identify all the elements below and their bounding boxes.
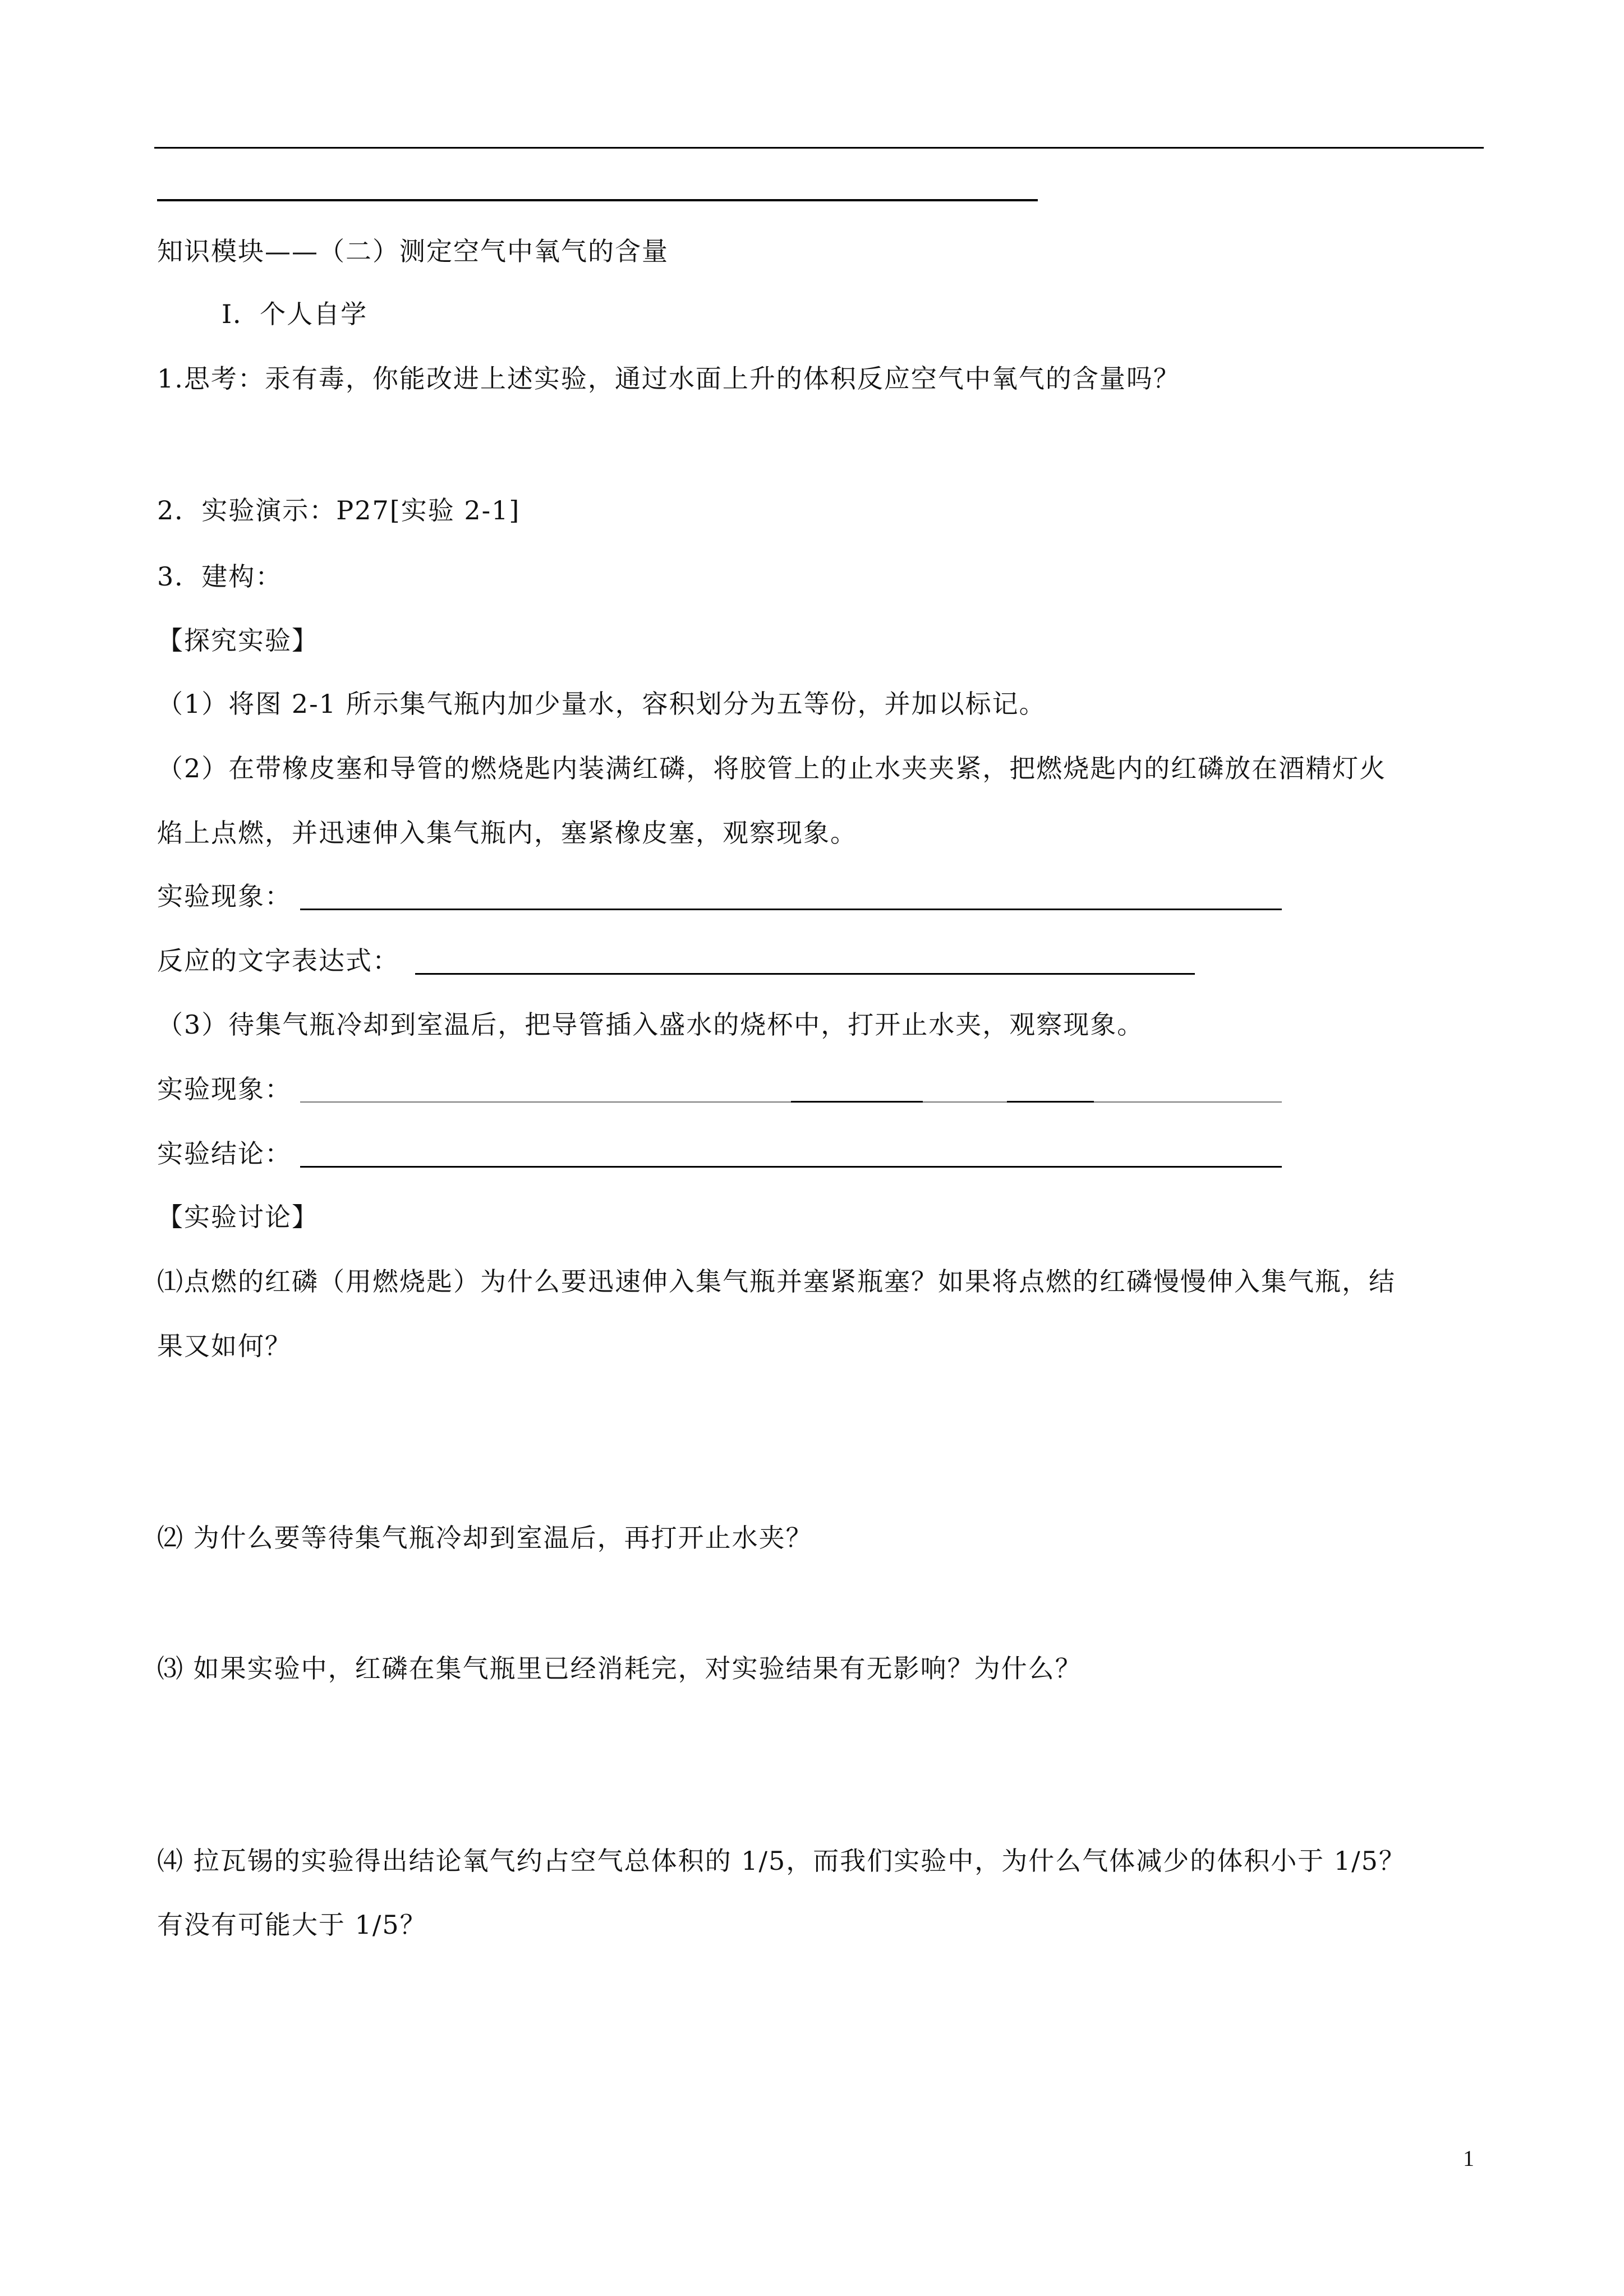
step-2-line-1: （2）在带橡皮塞和导管的燃烧匙内装满红磷，将胶管上的止水夹夹紧，把燃烧匙内的红磷放在酒精灯火 <box>157 753 1387 783</box>
page-number: 1 <box>1463 2146 1474 2171</box>
equation-blank[interactable] <box>415 973 1195 975</box>
question-3: 3．建构： <box>157 561 283 592</box>
phenomenon-1-blank[interactable] <box>300 909 1282 910</box>
discussion-1-line-1: ⑴点燃的红磷（用燃烧匙）为什么要迅速伸入集气瓶并塞紧瓶塞？如果将点燃的红磷慢慢伸入集气瓶，结 <box>157 1266 1396 1297</box>
discussion-heading: 【实验讨论】 <box>157 1202 319 1232</box>
section-title: 知识模块——（二）测定空气中氧气的含量 <box>157 236 669 266</box>
discussion-4-line-2: 有没有可能大于 1/5？ <box>157 1910 427 1940</box>
phenomenon-1-label: 实验现象： <box>157 881 292 911</box>
conclusion-label: 实验结论： <box>157 1138 292 1169</box>
top-rule-partial <box>157 199 1038 201</box>
subsection-heading: Ⅰ．个人自学 <box>222 299 368 329</box>
conclusion-blank[interactable] <box>300 1166 1282 1168</box>
discussion-4-line-1: ⑷ 拉瓦锡的实验得出结论氧气约占空气总体积的 1/5，而我们实验中，为什么气体减少的体积小于 1/5？ <box>157 1846 1406 1876</box>
question-1: 1.思考：汞有毒，你能改进上述实验，通过水面上升的体积反应空气中氧气的含量吗？ <box>157 363 1180 394</box>
step-2-line-2: 焰上点燃，并迅速伸入集气瓶内，塞紧橡皮塞，观察现象。 <box>157 818 857 848</box>
discussion-2: ⑵ 为什么要等待集气瓶冷却到室温后，再打开止水夹？ <box>157 1523 813 1553</box>
discussion-3: ⑶ 如果实验中，红磷在集气瓶里已经消耗完，对实验结果有无影响？为什么？ <box>157 1653 1082 1684</box>
question-2: 2．实验演示：P27[实验 2-1] <box>157 495 521 525</box>
step-3: （3）待集气瓶冷却到室温后，把导管插入盛水的烧杯中，打开止水夹，观察现象。 <box>157 1009 1144 1040</box>
phenomenon-2-blank-segment-a <box>791 1101 923 1103</box>
phenomenon-2-blank-segment-b <box>1007 1101 1094 1103</box>
equation-label: 反应的文字表达式： <box>157 946 399 976</box>
discussion-1-line-2: 果又如何？ <box>157 1331 292 1361</box>
phenomenon-2-label: 实验现象： <box>157 1074 292 1104</box>
top-rule-full <box>154 147 1484 149</box>
explore-heading: 【探究实验】 <box>157 625 319 656</box>
step-1: （1）将图 2-1 所示集气瓶内加少量水，容积划分为五等份，并加以标记。 <box>157 689 1046 719</box>
